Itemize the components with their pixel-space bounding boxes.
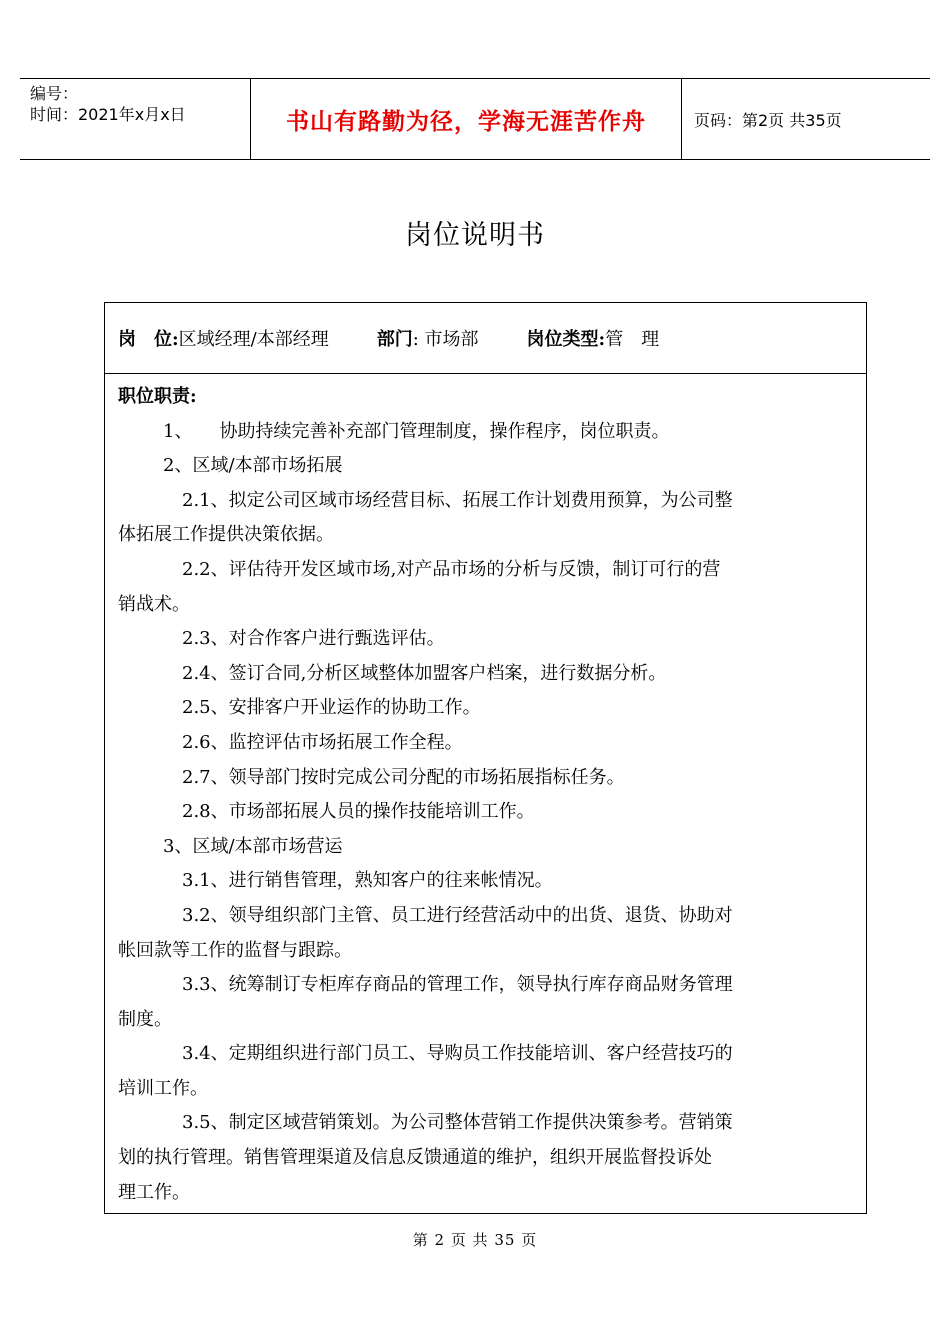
duty-line: 帐回款等工作的监督与跟踪。 bbox=[118, 939, 352, 961]
duty-line: 2.1、拟定公司区域市场经营目标、拓展工作计划费用预算，为公司整 bbox=[182, 489, 733, 511]
duty-line: 培训工作。 bbox=[118, 1077, 208, 1099]
duty-line: 体拓展工作提供决策依据。 bbox=[118, 524, 334, 546]
document-number: 编号： bbox=[30, 84, 79, 103]
post-value: 区域经理/本部经理 bbox=[178, 329, 329, 350]
duty-line: 2.2、评估待开发区域市场,对产品市场的分析与反馈，制订可行的营 bbox=[182, 558, 721, 580]
post-label: 岗 位: bbox=[118, 329, 179, 350]
duty-line: 制度。 bbox=[118, 1008, 172, 1030]
type-label: 岗位类型: bbox=[526, 329, 606, 350]
page-header bbox=[20, 78, 930, 160]
header-page-info: 页码：第2页 共35页 bbox=[694, 110, 842, 130]
duty-line: 3.4、定期组织进行部门员工、导购员工作技能培训、客户经营技巧的 bbox=[182, 1043, 733, 1065]
duties-heading: 职位职责: bbox=[118, 386, 197, 407]
dept-label: 部门 bbox=[376, 329, 413, 350]
type-value: 管 理 bbox=[605, 329, 660, 350]
duty-line: 2.5、安排客户开业运作的协助工作。 bbox=[182, 697, 481, 719]
header-slogan: 书山有路勤为径，学海无涯苦作舟 bbox=[251, 79, 682, 159]
document-time: 时间：2021年x月x日 bbox=[30, 105, 186, 124]
document-title: 岗位说明书 bbox=[405, 220, 545, 251]
duty-line: 2、区域/本部市场拓展 bbox=[163, 455, 343, 477]
duty-line: 3.5、制定区域营销策划。为公司整体营销工作提供决策参考。营销策 bbox=[182, 1112, 733, 1134]
duty-line: 销战术。 bbox=[118, 593, 190, 615]
duty-line: 2.6、监控评估市场拓展工作全程。 bbox=[182, 731, 463, 753]
job-description-table bbox=[104, 302, 867, 1214]
position-row bbox=[105, 303, 866, 374]
duty-line: 3、区域/本部市场营运 bbox=[163, 835, 343, 857]
duty-line: 理工作。 bbox=[118, 1181, 190, 1203]
dept-value: : 市场部 bbox=[412, 329, 479, 350]
duty-line: 3.2、领导组织部门主管、员工进行经营活动中的出货、退货、协助对 bbox=[182, 904, 733, 926]
duties-section bbox=[105, 374, 866, 1210]
duty-line: 2.3、对合作客户进行甄选评估。 bbox=[182, 628, 445, 650]
header-meta bbox=[20, 79, 251, 159]
duty-line: 3.1、进行销售管理，熟知客户的往来帐情况。 bbox=[182, 870, 553, 892]
duty-line: 2.7、领导部门按时完成公司分配的市场拓展指标任务。 bbox=[182, 766, 625, 788]
duty-line: 3.3、统筹制订专柜库存商品的管理工作，领导执行库存商品财务管理 bbox=[182, 974, 733, 996]
duty-line: 2.8、市场部拓展人员的操作技能培训工作。 bbox=[182, 801, 535, 823]
duty-line: 1、 协助持续完善补充部门管理制度，操作程序，岗位职责。 bbox=[163, 420, 670, 442]
duty-line: 划的执行管理。销售管理渠道及信息反馈通道的维护，组织开展监督投诉处 bbox=[118, 1147, 712, 1169]
duty-line: 2.4、签订合同,分析区域整体加盟客户档案，进行数据分析。 bbox=[182, 662, 667, 684]
duties-list bbox=[118, 415, 854, 1211]
page-footer: 第 2 页 共 35 页 bbox=[412, 1231, 538, 1249]
